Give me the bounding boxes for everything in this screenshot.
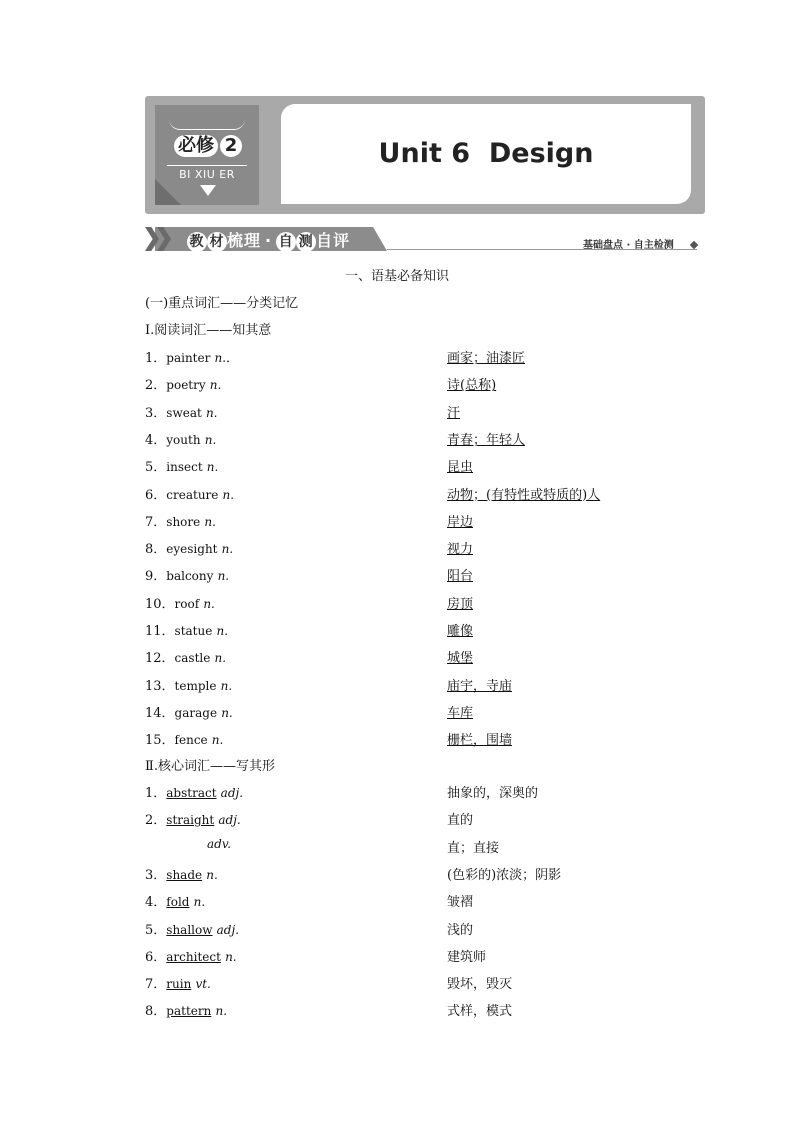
badge-pinyin: BI XIU ER xyxy=(179,168,235,181)
english-word: temple xyxy=(174,678,217,693)
item-number: 15． xyxy=(145,733,175,749)
item-number: 4． xyxy=(145,895,167,911)
list-item xyxy=(145,782,705,802)
item-number: 3． xyxy=(145,867,167,883)
list-item xyxy=(145,702,705,722)
part-of-speech: n. xyxy=(203,596,215,611)
textbook-badge xyxy=(155,105,259,205)
chinese-meaning: 青春；年轻人 xyxy=(447,432,526,448)
badge-triangle-icon xyxy=(200,185,216,196)
list-item xyxy=(145,347,705,367)
part-of-speech: n. xyxy=(221,542,234,557)
chinese-meaning: 栅栏，围墙 xyxy=(447,733,513,749)
item-number: 2． xyxy=(145,813,167,829)
vocab-entry xyxy=(145,374,221,393)
vocab-entry xyxy=(145,429,216,448)
diamond-icon xyxy=(690,241,698,249)
english-word: sweat xyxy=(166,405,202,420)
english-word: painter xyxy=(166,351,211,365)
item-number: 5． xyxy=(145,922,167,938)
vocab-entry xyxy=(145,864,218,883)
english-word: eyesight xyxy=(166,542,218,557)
chinese-meaning: 庙宇，寺庙 xyxy=(447,678,513,694)
item-number: 6． xyxy=(145,949,167,965)
vocab-entry xyxy=(145,1000,227,1019)
english-word: shore xyxy=(166,514,201,529)
item-number: 9． xyxy=(145,569,167,585)
item-number: 13． xyxy=(145,678,175,694)
part-of-speech: adj. xyxy=(220,786,244,800)
item-number: 1． xyxy=(145,351,167,366)
strip-char-circled: 自 xyxy=(276,232,296,252)
vocab-entry xyxy=(145,347,239,366)
part-2-title: Ⅱ.核心词汇——写其形 xyxy=(145,759,275,774)
chinese-meaning: 抽象的，深奥的 xyxy=(447,786,539,801)
item-number: 2． xyxy=(145,378,167,394)
strip-char-circled: 教 xyxy=(187,232,207,252)
vocab-entry xyxy=(145,538,233,557)
part-of-speech: n. xyxy=(221,705,233,720)
english-word: fence xyxy=(174,733,208,748)
part-of-speech: n. xyxy=(209,378,222,393)
english-word-answer: ruin xyxy=(166,977,192,992)
section-strip xyxy=(145,225,705,255)
item-number: 10． xyxy=(145,596,175,612)
strip-char: 自评 xyxy=(316,231,351,250)
chinese-meaning: 毁坏，毁灭 xyxy=(447,977,513,993)
chinese-meaning: 汗 xyxy=(447,405,461,421)
vocab-entry xyxy=(145,402,217,421)
item-number: 4． xyxy=(145,432,167,448)
part-of-speech: n. xyxy=(205,405,218,420)
english-word: balcony xyxy=(166,569,214,584)
list-item xyxy=(145,620,705,640)
chinese-meaning: 浅的 xyxy=(447,922,474,938)
chinese-meaning: 画家；油漆匠 xyxy=(447,351,526,366)
english-word-answer: architect xyxy=(166,949,221,964)
item-number: 8． xyxy=(145,1004,167,1020)
part-of-speech: n. xyxy=(216,624,229,638)
vocab-entry xyxy=(145,593,215,612)
part-of-speech: n. xyxy=(206,867,218,882)
item-number: 5． xyxy=(145,460,167,476)
chinese-meaning: (色彩的)浓淡；阴影 xyxy=(447,867,562,883)
list-item xyxy=(145,374,705,394)
list-item xyxy=(145,456,705,476)
badge-arc xyxy=(169,119,245,130)
item-number: 1． xyxy=(145,786,167,801)
english-word-answer: straight xyxy=(166,813,215,828)
english-word-answer: pattern xyxy=(166,1004,212,1019)
strip-char-circled: 测 xyxy=(296,232,316,252)
strip-char: 梳理 xyxy=(227,231,262,250)
badge-rule xyxy=(167,165,247,166)
badge-volume xyxy=(173,135,243,157)
chinese-meaning: 视力 xyxy=(447,542,474,558)
strip-heading xyxy=(187,228,350,252)
list-item xyxy=(145,593,705,613)
vocab-entry xyxy=(145,891,205,910)
chinese-meaning: 昆虫 xyxy=(447,460,474,476)
chinese-meaning: 阳台 xyxy=(447,569,474,585)
vocab-entry xyxy=(145,675,232,694)
part-of-speech: adj. xyxy=(218,813,241,828)
english-word: creature xyxy=(166,487,219,502)
part-of-speech: adj. xyxy=(216,922,240,937)
vocab-entry xyxy=(145,511,216,530)
chinese-meaning: 车库 xyxy=(447,705,474,721)
list-item xyxy=(145,864,705,884)
part-of-speech: vt. xyxy=(195,977,211,992)
chinese-meaning: 诗(总称) xyxy=(447,378,497,394)
badge-fold xyxy=(155,179,181,205)
part-of-speech: n. xyxy=(225,949,237,964)
chinese-meaning: 直的 xyxy=(447,813,474,829)
part-of-speech: n. xyxy=(217,569,230,584)
list-item xyxy=(145,565,705,585)
english-word: statue xyxy=(174,624,213,638)
chinese-meaning: 建筑师 xyxy=(447,949,487,965)
item-number: 14． xyxy=(145,705,175,721)
english-word-answer: fold xyxy=(166,895,190,910)
list-item xyxy=(145,511,705,531)
part-of-speech: n. xyxy=(211,733,224,748)
item-number: 12． xyxy=(145,651,175,667)
list-item xyxy=(145,1000,705,1020)
list-item xyxy=(145,484,705,504)
item-number: 8． xyxy=(145,542,167,558)
vocab-entry xyxy=(145,456,218,475)
badge-volume-label: 必修 xyxy=(174,135,218,157)
chinese-meaning: 动物；(有特性或特质的)人 xyxy=(447,487,601,503)
vocab-entry xyxy=(145,729,223,748)
item-number: 11． xyxy=(145,624,175,639)
unit-title: Unit 6 Design xyxy=(378,138,594,169)
part-of-speech: n. xyxy=(214,351,227,365)
vocab-entry xyxy=(145,565,229,584)
vocab-entry xyxy=(207,837,231,852)
vocab-entry xyxy=(145,620,228,639)
vocab-entry xyxy=(145,484,234,503)
english-word: castle xyxy=(174,651,211,666)
badge-volume-number: 2 xyxy=(220,135,242,157)
chinese-meaning: 皱褶 xyxy=(447,895,474,911)
list-item xyxy=(145,675,705,695)
vocab-entry xyxy=(145,946,237,965)
part-of-speech: n. xyxy=(193,895,206,910)
trailing-mark: ． xyxy=(226,351,240,366)
title-panel xyxy=(281,104,691,204)
list-item xyxy=(145,946,705,966)
unit-header-banner xyxy=(145,96,705,214)
chinese-meaning: 城堡 xyxy=(447,651,474,667)
english-word-answer: abstract xyxy=(166,786,217,800)
list-item xyxy=(145,973,705,993)
item-number: 6． xyxy=(145,487,167,503)
vocab-entry xyxy=(145,647,226,666)
part-1-title: Ⅰ.阅读词汇——知其意 xyxy=(145,323,272,338)
english-word: youth xyxy=(166,432,201,447)
list-item xyxy=(145,837,705,857)
english-word: insect xyxy=(166,460,203,475)
chinese-meaning: 式样，模式 xyxy=(447,1004,513,1020)
list-item xyxy=(145,891,705,911)
vocab-entry xyxy=(145,809,241,828)
list-item xyxy=(145,402,705,422)
vocab-entry xyxy=(145,919,239,938)
list-item xyxy=(145,429,705,449)
item-number: 7． xyxy=(145,514,167,530)
subsection-title: (一)重点词汇——分类记忆 xyxy=(145,296,299,311)
english-word: garage xyxy=(174,705,218,720)
list-item xyxy=(145,809,705,829)
part-of-speech: n. xyxy=(204,432,217,447)
chinese-meaning: 雕像 xyxy=(447,624,474,639)
part-of-speech: n. xyxy=(214,651,227,666)
strip-right-label: 基础盘点 · 自主检测 xyxy=(583,240,674,251)
list-item xyxy=(145,647,705,667)
list-item xyxy=(145,729,705,749)
vocab-entry xyxy=(145,973,211,992)
item-number: 3． xyxy=(145,405,167,421)
part-of-speech: adv. xyxy=(207,836,232,851)
strip-char-circled: 材 xyxy=(207,232,227,252)
vocab-entry xyxy=(145,702,233,721)
english-word-answer: shallow xyxy=(166,922,213,937)
list-item xyxy=(145,919,705,939)
vocab-entry xyxy=(145,782,243,801)
item-number: 7． xyxy=(145,977,167,993)
chinese-meaning: 房顶 xyxy=(447,596,474,612)
english-word: roof xyxy=(174,596,200,611)
part-of-speech: n. xyxy=(204,514,216,529)
part-of-speech: n. xyxy=(215,1004,228,1019)
part-of-speech: n. xyxy=(206,460,219,475)
section-title: 一、语基必备知识 xyxy=(344,269,449,284)
strip-separator: · xyxy=(265,231,273,250)
english-word: poetry xyxy=(166,378,206,393)
chinese-meaning: 岸边 xyxy=(447,514,474,530)
list-item xyxy=(145,538,705,558)
part-of-speech: n. xyxy=(222,487,235,502)
chinese-meaning: 直；直接 xyxy=(447,840,500,856)
part-of-speech: n. xyxy=(220,678,233,693)
english-word-answer: shade xyxy=(166,867,203,882)
